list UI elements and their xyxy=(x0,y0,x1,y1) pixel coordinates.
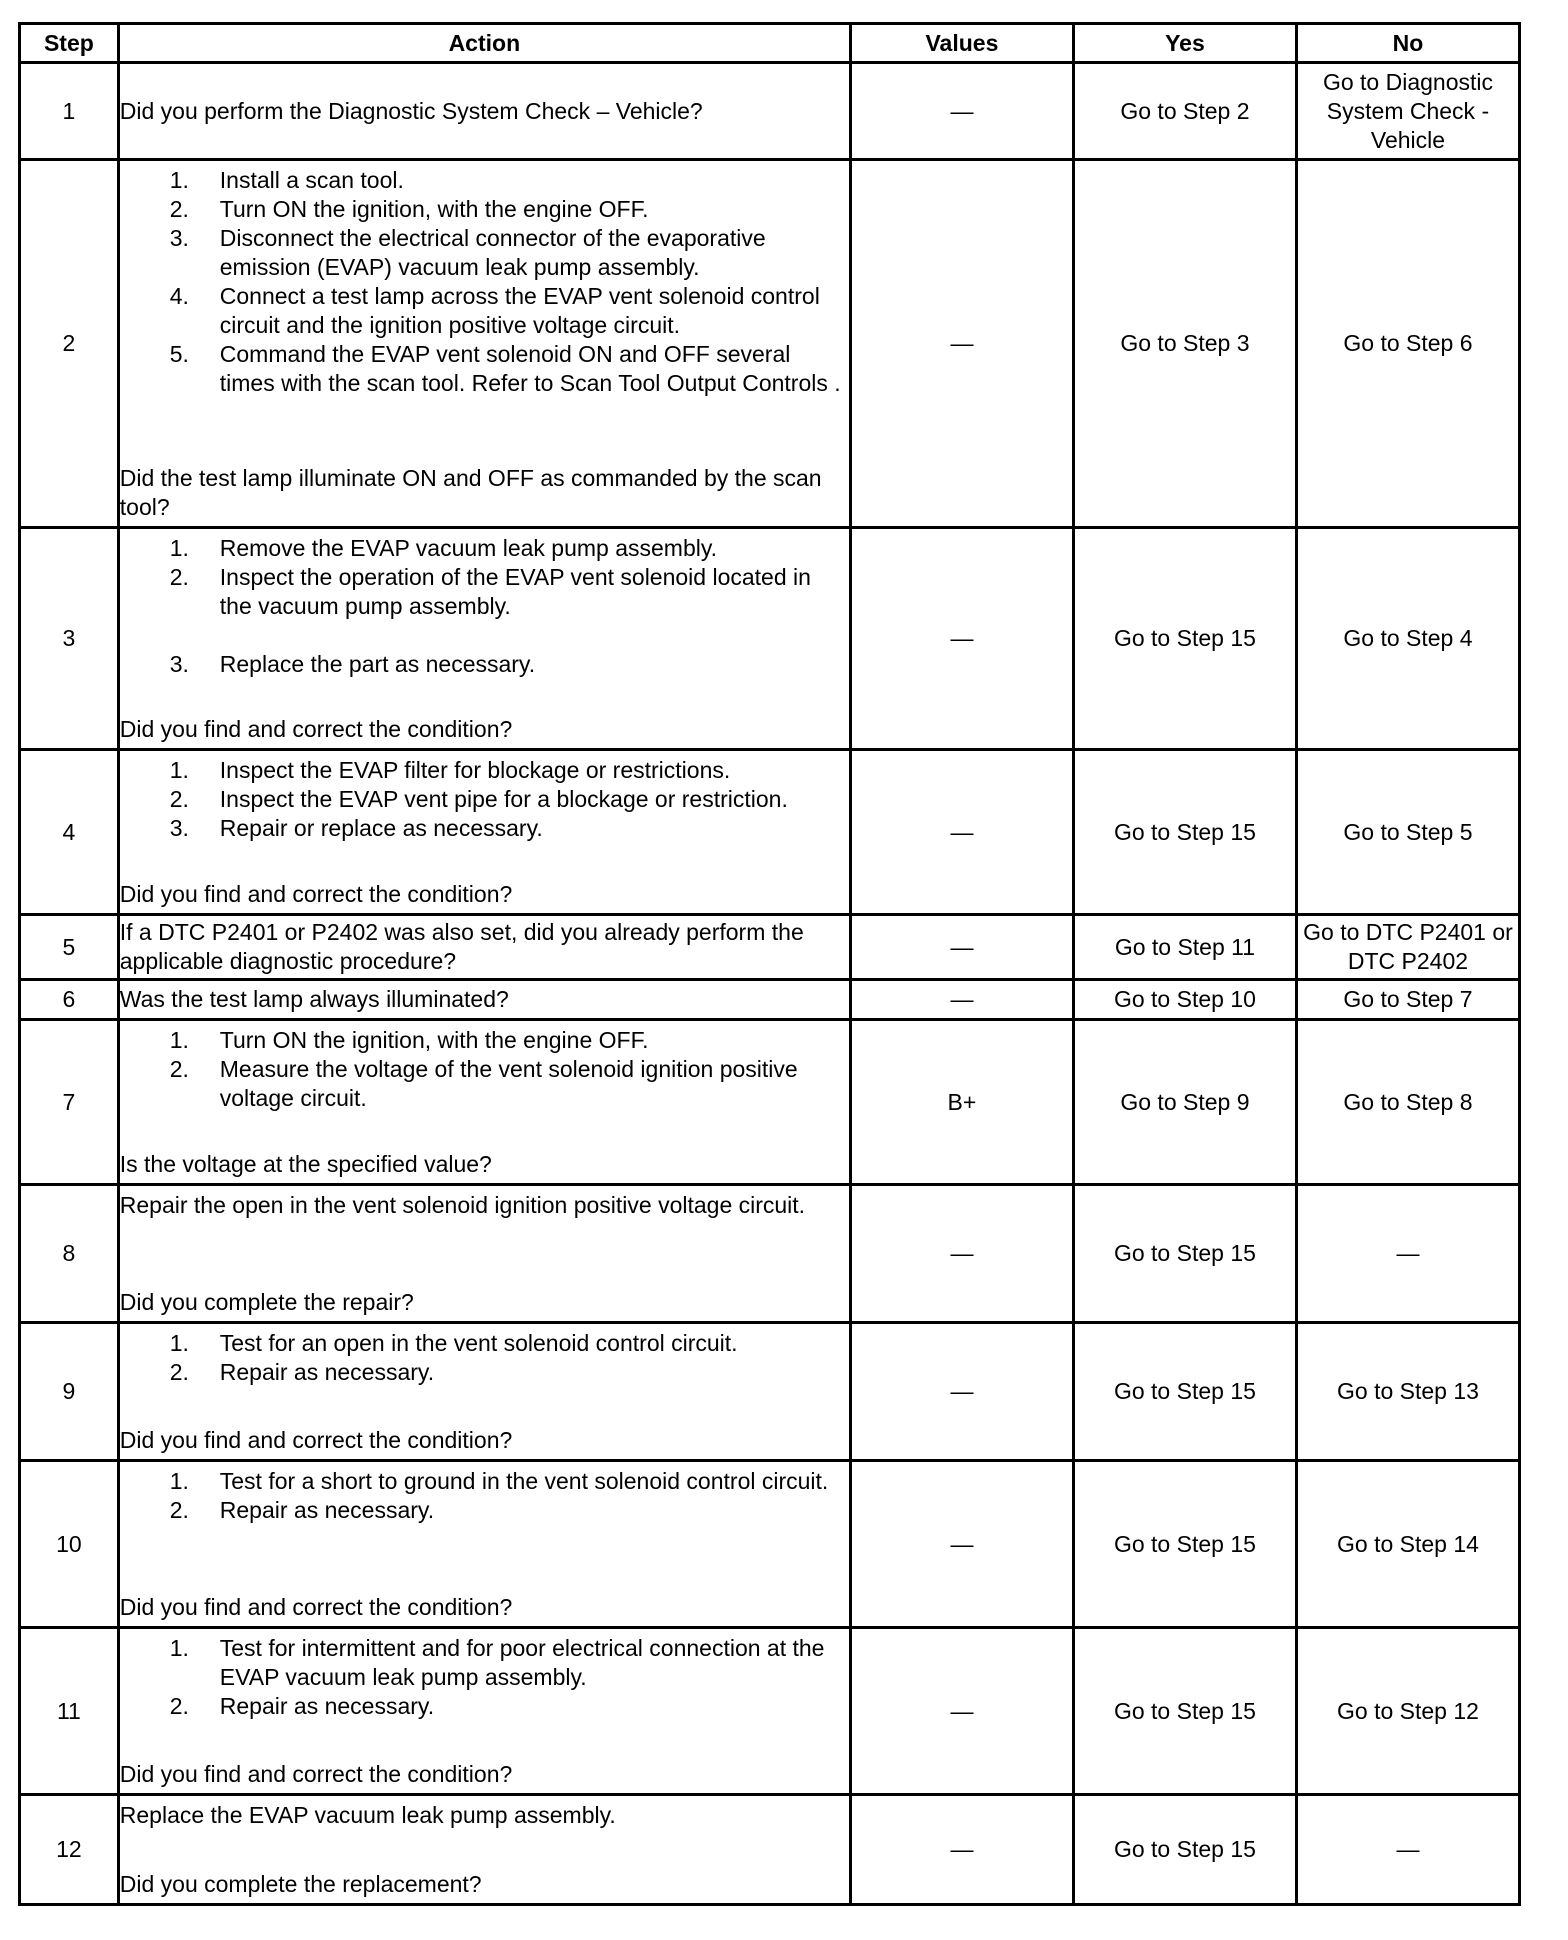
substep-text: Test for a short to ground in the vent solenoid control circuit. xyxy=(219,1467,829,1494)
substep-item xyxy=(120,1329,849,1358)
substep-item xyxy=(120,1026,849,1055)
action-question: Did you find and correct the condition? xyxy=(119,715,513,742)
action-intro: Replace the EVAP vacuum leak pump assembly. xyxy=(119,1801,616,1828)
substep-item xyxy=(120,166,849,195)
action-content xyxy=(120,1801,849,1899)
substep-item xyxy=(120,1358,849,1387)
values-cell: — xyxy=(850,1795,1073,1905)
action-question: If a DTC P2401 or P2402 was also set, did you already perform the applicable diagnostic procedure? xyxy=(119,919,804,974)
values-cell: — xyxy=(850,1323,1073,1461)
substep-number: 4. xyxy=(169,282,189,309)
substep-text: Turn ON the ignition, with the engine OFF. xyxy=(219,1026,649,1053)
values-cell: B+ xyxy=(850,1020,1073,1185)
no-cell: Go to Step 5 xyxy=(1296,750,1519,915)
values-cell: — xyxy=(850,528,1073,750)
action-cell xyxy=(118,1795,850,1905)
step-number: 4 xyxy=(20,750,119,915)
action-cell xyxy=(118,1628,850,1795)
yes-cell: Go to Step 15 xyxy=(1073,750,1296,915)
action-question: Did the test lamp illuminate ON and OFF as commanded by the scan tool? xyxy=(119,464,822,520)
substep-number: 3. xyxy=(169,224,189,251)
substep-list xyxy=(120,166,849,398)
action-content xyxy=(120,1634,849,1789)
yes-cell: Go to Step 15 xyxy=(1073,1461,1296,1628)
step-number: 11 xyxy=(20,1628,119,1795)
action-cell xyxy=(118,750,850,915)
no-cell: Go to Step 12 xyxy=(1296,1628,1519,1795)
substep-number: 1. xyxy=(169,756,189,783)
action-question: Did you perform the Diagnostic System Check – Vehicle? xyxy=(119,97,703,124)
action-body xyxy=(120,534,849,679)
header-row xyxy=(20,24,1520,63)
substep-text: Repair as necessary. xyxy=(219,1692,435,1719)
substep-text: Test for intermittent and for poor electrical connection at the EVAP vacuum leak pump assembly. xyxy=(219,1634,825,1690)
table-row xyxy=(20,1185,1520,1323)
substep-number: 2. xyxy=(169,785,189,812)
substep-number: 2. xyxy=(169,1055,189,1082)
substep-list xyxy=(120,1634,849,1721)
yes-cell: Go to Step 9 xyxy=(1073,1020,1296,1185)
table-row xyxy=(20,1461,1520,1628)
substep-text: Measure the voltage of the vent solenoid ignition positive voltage circuit. xyxy=(219,1055,798,1111)
step-number: 5 xyxy=(20,915,119,980)
no-cell: Go to Step 6 xyxy=(1296,160,1519,528)
substep-list xyxy=(120,1329,849,1387)
substep-item xyxy=(120,650,849,679)
substep-item xyxy=(120,195,849,224)
action-question: Did you complete the repair? xyxy=(119,1288,414,1315)
values-cell: — xyxy=(850,1185,1073,1323)
yes-cell: Go to Step 10 xyxy=(1073,980,1296,1020)
substep-text: Repair as necessary. xyxy=(219,1496,435,1523)
values-cell: — xyxy=(850,915,1073,980)
no-cell: Go to Step 4 xyxy=(1296,528,1519,750)
table-row xyxy=(20,1628,1520,1795)
table-row xyxy=(20,1795,1520,1905)
yes-cell: Go to Step 15 xyxy=(1073,1185,1296,1323)
yes-cell: Go to Step 15 xyxy=(1073,1795,1296,1905)
header-yes: Yes xyxy=(1073,24,1296,63)
table-row xyxy=(20,915,1520,980)
no-cell: — xyxy=(1296,1185,1519,1323)
table-row xyxy=(20,528,1520,750)
step-number: 6 xyxy=(20,980,119,1020)
substep-number: 2. xyxy=(169,1358,189,1385)
no-cell: Go to Diagnostic System Check - Vehicle xyxy=(1296,63,1519,160)
substep-list xyxy=(120,534,849,679)
action-cell xyxy=(118,63,850,160)
step-number: 3 xyxy=(20,528,119,750)
table-row xyxy=(20,980,1520,1020)
substep-item xyxy=(120,785,849,814)
diagnostic-table xyxy=(18,22,1521,1906)
action-content xyxy=(120,1329,849,1455)
values-cell: — xyxy=(850,1628,1073,1795)
no-cell: Go to Step 14 xyxy=(1296,1461,1519,1628)
substep-text: Replace the part as necessary. xyxy=(219,650,536,677)
action-body xyxy=(120,1801,849,1830)
substep-text: Turn ON the ignition, with the engine OFF. xyxy=(219,195,649,222)
action-question: Did you find and correct the condition? xyxy=(119,1593,513,1620)
step-number: 8 xyxy=(20,1185,119,1323)
yes-cell: Go to Step 2 xyxy=(1073,63,1296,160)
substep-item xyxy=(120,224,849,282)
substep-item xyxy=(120,814,849,843)
substep-item xyxy=(120,563,849,621)
substep-text: Command the EVAP vent solenoid ON and OFF several times with the scan tool. Refer to Scan Tool Output Controls . xyxy=(219,340,841,396)
substep-text: Disconnect the electrical connector of the evaporative emission (EVAP) vacuum leak pump assembly. xyxy=(219,224,766,280)
substep-text: Connect a test lamp across the EVAP vent solenoid control circuit and the ignition positive voltage circuit. xyxy=(219,282,820,338)
action-intro: Repair the open in the vent solenoid ignition positive voltage circuit. xyxy=(119,1191,806,1218)
action-question: Did you find and correct the condition? xyxy=(119,1426,513,1453)
step-number: 1 xyxy=(20,63,119,160)
substep-number: 1. xyxy=(169,534,189,561)
header-values: Values xyxy=(850,24,1073,63)
action-content xyxy=(120,534,849,744)
step-number: 2 xyxy=(20,160,119,528)
values-cell: — xyxy=(850,750,1073,915)
action-cell xyxy=(118,980,850,1020)
substep-number: 2. xyxy=(169,1496,189,1523)
action-content xyxy=(120,1026,849,1179)
no-cell: — xyxy=(1296,1795,1519,1905)
substep-item xyxy=(120,1634,849,1692)
table-row xyxy=(20,750,1520,915)
action-cell xyxy=(118,160,850,528)
action-question: Was the test lamp always illuminated? xyxy=(119,986,509,1012)
action-content xyxy=(120,756,849,909)
table-row xyxy=(20,63,1520,160)
action-body xyxy=(120,756,849,843)
substep-item xyxy=(120,534,849,563)
action-body xyxy=(120,1467,849,1525)
substep-text: Repair or replace as necessary. xyxy=(219,814,543,841)
step-number: 12 xyxy=(20,1795,119,1905)
action-body xyxy=(120,1026,849,1113)
yes-cell: Go to Step 11 xyxy=(1073,915,1296,980)
action-question: Did you find and correct the condition? xyxy=(119,1760,513,1787)
substep-number: 1. xyxy=(169,1467,189,1494)
action-cell xyxy=(118,528,850,750)
substep-number: 1. xyxy=(169,1634,189,1661)
values-cell: — xyxy=(850,160,1073,528)
substep-text: Remove the EVAP vacuum leak pump assembly. xyxy=(219,534,718,561)
substep-item xyxy=(120,1496,849,1525)
step-number: 9 xyxy=(20,1323,119,1461)
action-content xyxy=(120,166,849,522)
no-cell: Go to Step 7 xyxy=(1296,980,1519,1020)
substep-item xyxy=(120,282,849,340)
step-number: 10 xyxy=(20,1461,119,1628)
action-question: Is the voltage at the specified value? xyxy=(119,1150,492,1177)
table-row xyxy=(20,1323,1520,1461)
table-row xyxy=(20,160,1520,528)
yes-cell: Go to Step 15 xyxy=(1073,1323,1296,1461)
substep-number: 2. xyxy=(169,1692,189,1719)
substep-item xyxy=(120,756,849,785)
substep-item xyxy=(120,1467,849,1496)
yes-cell: Go to Step 3 xyxy=(1073,160,1296,528)
substep-list xyxy=(120,1467,849,1525)
header-no: No xyxy=(1296,24,1519,63)
action-body xyxy=(120,1191,849,1220)
substep-number: 2. xyxy=(169,195,189,222)
substep-number: 3. xyxy=(169,650,189,677)
substep-item xyxy=(120,1055,849,1113)
values-cell: — xyxy=(850,980,1073,1020)
substep-number: 1. xyxy=(169,1329,189,1356)
no-cell: Go to Step 8 xyxy=(1296,1020,1519,1185)
header-action: Action xyxy=(118,24,850,63)
substep-text: Install a scan tool. xyxy=(219,166,404,193)
action-cell xyxy=(118,1020,850,1185)
header-step: Step xyxy=(20,24,119,63)
step-number: 7 xyxy=(20,1020,119,1185)
substep-list xyxy=(120,756,849,843)
action-cell xyxy=(118,1185,850,1323)
substep-number: 2. xyxy=(169,563,189,590)
substep-text: Repair as necessary. xyxy=(219,1358,435,1385)
action-cell xyxy=(118,1461,850,1628)
substep-list xyxy=(120,1026,849,1113)
substep-number: 1. xyxy=(169,166,189,193)
substep-text: Inspect the EVAP filter for blockage or restrictions. xyxy=(219,756,731,783)
action-body xyxy=(120,1329,849,1387)
action-body xyxy=(120,166,849,398)
substep-text: Test for an open in the vent solenoid control circuit. xyxy=(219,1329,738,1356)
substep-number: 5. xyxy=(169,340,189,367)
action-body xyxy=(120,1634,849,1721)
action-question: Did you complete the replacement? xyxy=(119,1870,482,1897)
substep-text: Inspect the EVAP vent pipe for a blockage or restriction. xyxy=(219,785,788,812)
values-cell: — xyxy=(850,63,1073,160)
substep-item xyxy=(120,1692,849,1721)
values-cell: — xyxy=(850,1461,1073,1628)
action-cell xyxy=(118,1323,850,1461)
yes-cell: Go to Step 15 xyxy=(1073,528,1296,750)
substep-item xyxy=(120,340,849,398)
table-row xyxy=(20,1020,1520,1185)
no-cell: Go to DTC P2401 or DTC P2402 xyxy=(1296,915,1519,980)
action-content xyxy=(120,1191,849,1317)
substep-number: 1. xyxy=(169,1026,189,1053)
substep-text: Inspect the operation of the EVAP vent solenoid located in the vacuum pump assembly. xyxy=(219,563,811,619)
no-cell: Go to Step 13 xyxy=(1296,1323,1519,1461)
action-cell xyxy=(118,915,850,980)
substep-number: 3. xyxy=(169,814,189,841)
yes-cell: Go to Step 15 xyxy=(1073,1628,1296,1795)
action-content xyxy=(120,1467,849,1622)
action-question: Did you find and correct the condition? xyxy=(119,880,513,907)
